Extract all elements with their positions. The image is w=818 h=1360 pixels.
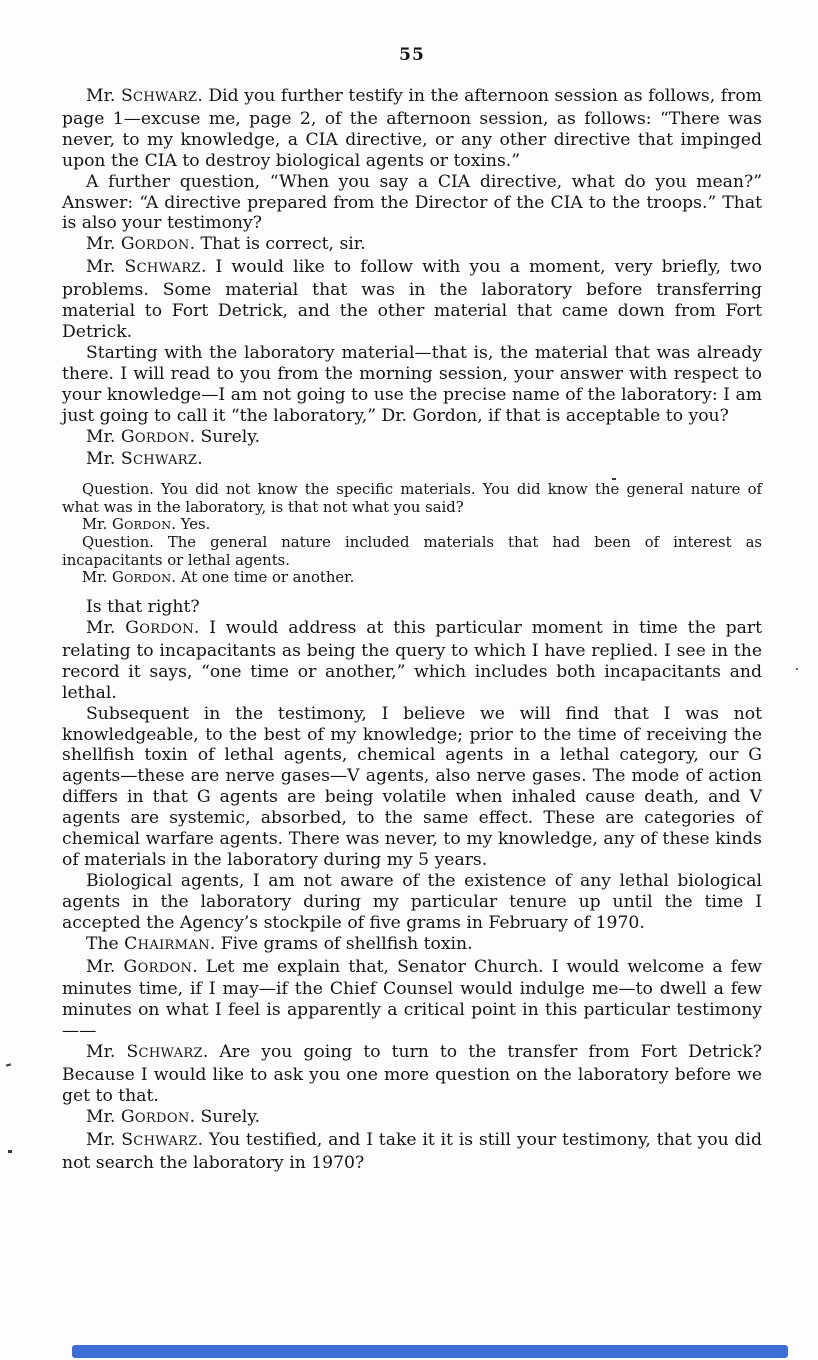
speaker-name: SCHWARZ: [121, 1129, 198, 1150]
scan-speck: [612, 478, 616, 480]
testimony-paragraph: A further question, “When you say a CIA directive, what do you mean?” Answer: “A directive prepared from the Director of the CIA to the troops.” That is also your testimony?: [62, 171, 762, 234]
testimony-paragraph: Mr. GORDON. Surely.: [86, 1106, 261, 1127]
quoted-testimony-paragraph: Mr. GORDON. Yes.: [82, 515, 211, 533]
testimony-paragraph: Mr. SCHWARZ.: [86, 449, 203, 470]
testimony-paragraph: Mr. GORDON. I would address at this particular moment in time the part relating to incapacitants as being the query to which I have replied. I see in the record it says, “one time or another,” which includes both incapacitants and lethal.: [62, 618, 762, 703]
speaker-name: CHAIRMAN: [124, 933, 210, 954]
testimony-paragraph: Mr. GORDON. Surely.: [86, 426, 261, 447]
scan-speck: [796, 668, 798, 670]
testimony-paragraph: Mr. SCHWARZ. I would like to follow with you a moment, very briefly, two problems. Some material that was in the laboratory before transferring material to Fort Detrick, and the other material that came down from Fort Detrick.: [62, 257, 762, 342]
speaker-name: SCHWARZ: [126, 1042, 203, 1063]
quoted-testimony-paragraph: Question. The general nature included materials that had been of interest as incapacitants or lethal agents.: [62, 534, 762, 569]
testimony-paragraph: Starting with the laboratory material—that is, the material that was already there. I will read to you from the morning session, your answer with respect to your knowledge—I am not going to use the precise name of the laboratory: I am just going to call it “the laboratory,” Dr. Gordon, if that is acceptable to you?: [62, 342, 762, 426]
speaker-name: GORDON: [125, 618, 194, 638]
quoted-testimony-paragraph: Mr. GORDON. At one time or another.: [82, 568, 355, 586]
speaker-name: GORDON: [120, 234, 190, 255]
speaker-name: GORDON: [123, 956, 193, 977]
scan-speck: [6, 1063, 11, 1066]
speaker-name: GORDON: [112, 515, 172, 533]
testimony-paragraph: Mr. SCHWARZ. Did you further testify in the afternoon session as follows, from page 1—excuse me, page 2, of the afternoon session, as follows: “There was never, to my knowledge, a CIA directive, or any other directive that impinged upon the CIA to destroy biological agents or toxins.”: [62, 86, 762, 171]
speaker-name: SCHWARZ: [120, 86, 198, 106]
testimony-paragraph: Mr. SCHWARZ. Are you going to turn to the transfer from Fort Detrick? Because I would like to ask you one more question on the laboratory before we get to that.: [62, 1042, 763, 1106]
bottom-blue-bar: [72, 1345, 788, 1358]
testimony-paragraph: Mr. SCHWARZ. You testified, and I take it it is still your testimony, that you did not search the laboratory in 1970?: [62, 1129, 762, 1173]
quoted-testimony-paragraph: Question. You did not know the specific materials. You did know the general nature of what was in the laboratory, is that not what you said?: [62, 481, 762, 516]
scan-speck: [8, 1150, 12, 1153]
testimony-paragraph: Mr. GORDON. That is correct, sir.: [86, 234, 366, 255]
testimony-paragraph: Is that right?: [86, 597, 200, 618]
testimony-paragraph: The CHAIRMAN. Five grams of shellfish toxin.: [86, 933, 473, 954]
page-number: 55: [399, 45, 425, 65]
testimony-paragraph: Mr. GORDON. Let me explain that, Senator Church. I would welcome a few minutes time, if I may—if the Chief Counsel would indulge me—to dwell a few minutes on what I feel is apparently a critical point in this particular testimony——: [62, 956, 762, 1042]
speaker-name: SCHWARZ: [124, 257, 201, 278]
text-column: [62, 86, 762, 1174]
speaker-name: GORDON: [120, 1106, 190, 1127]
testimony-paragraph: Biological agents, I am not aware of the existence of any lethal biological agents in the laboratory during my particular tenure up until the time I accepted the Agency’s stockpile of five grams in February of 1970.: [62, 870, 762, 933]
testimony-paragraph: Subsequent in the testimony, I believe we will find that I was not knowledgeable, to the best of my knowledge; prior to the time of receiving the shellfish toxin of lethal agents, chemical agents in a lethal category, our G agents—these are nerve gases—V agents, also nerve gases. The mode of action differs in that G agents are being volatile when inhaled cause death, and V agents are systemic, absorbed, to the same effect. These are categories of chemical warfare agents. There was never, to my knowledge, any of these kinds of materials in the laboratory during my 5 years.: [62, 703, 762, 870]
speaker-name: GORDON: [112, 568, 172, 586]
speaker-name: GORDON: [120, 426, 190, 447]
speaker-name: SCHWARZ: [120, 449, 198, 470]
